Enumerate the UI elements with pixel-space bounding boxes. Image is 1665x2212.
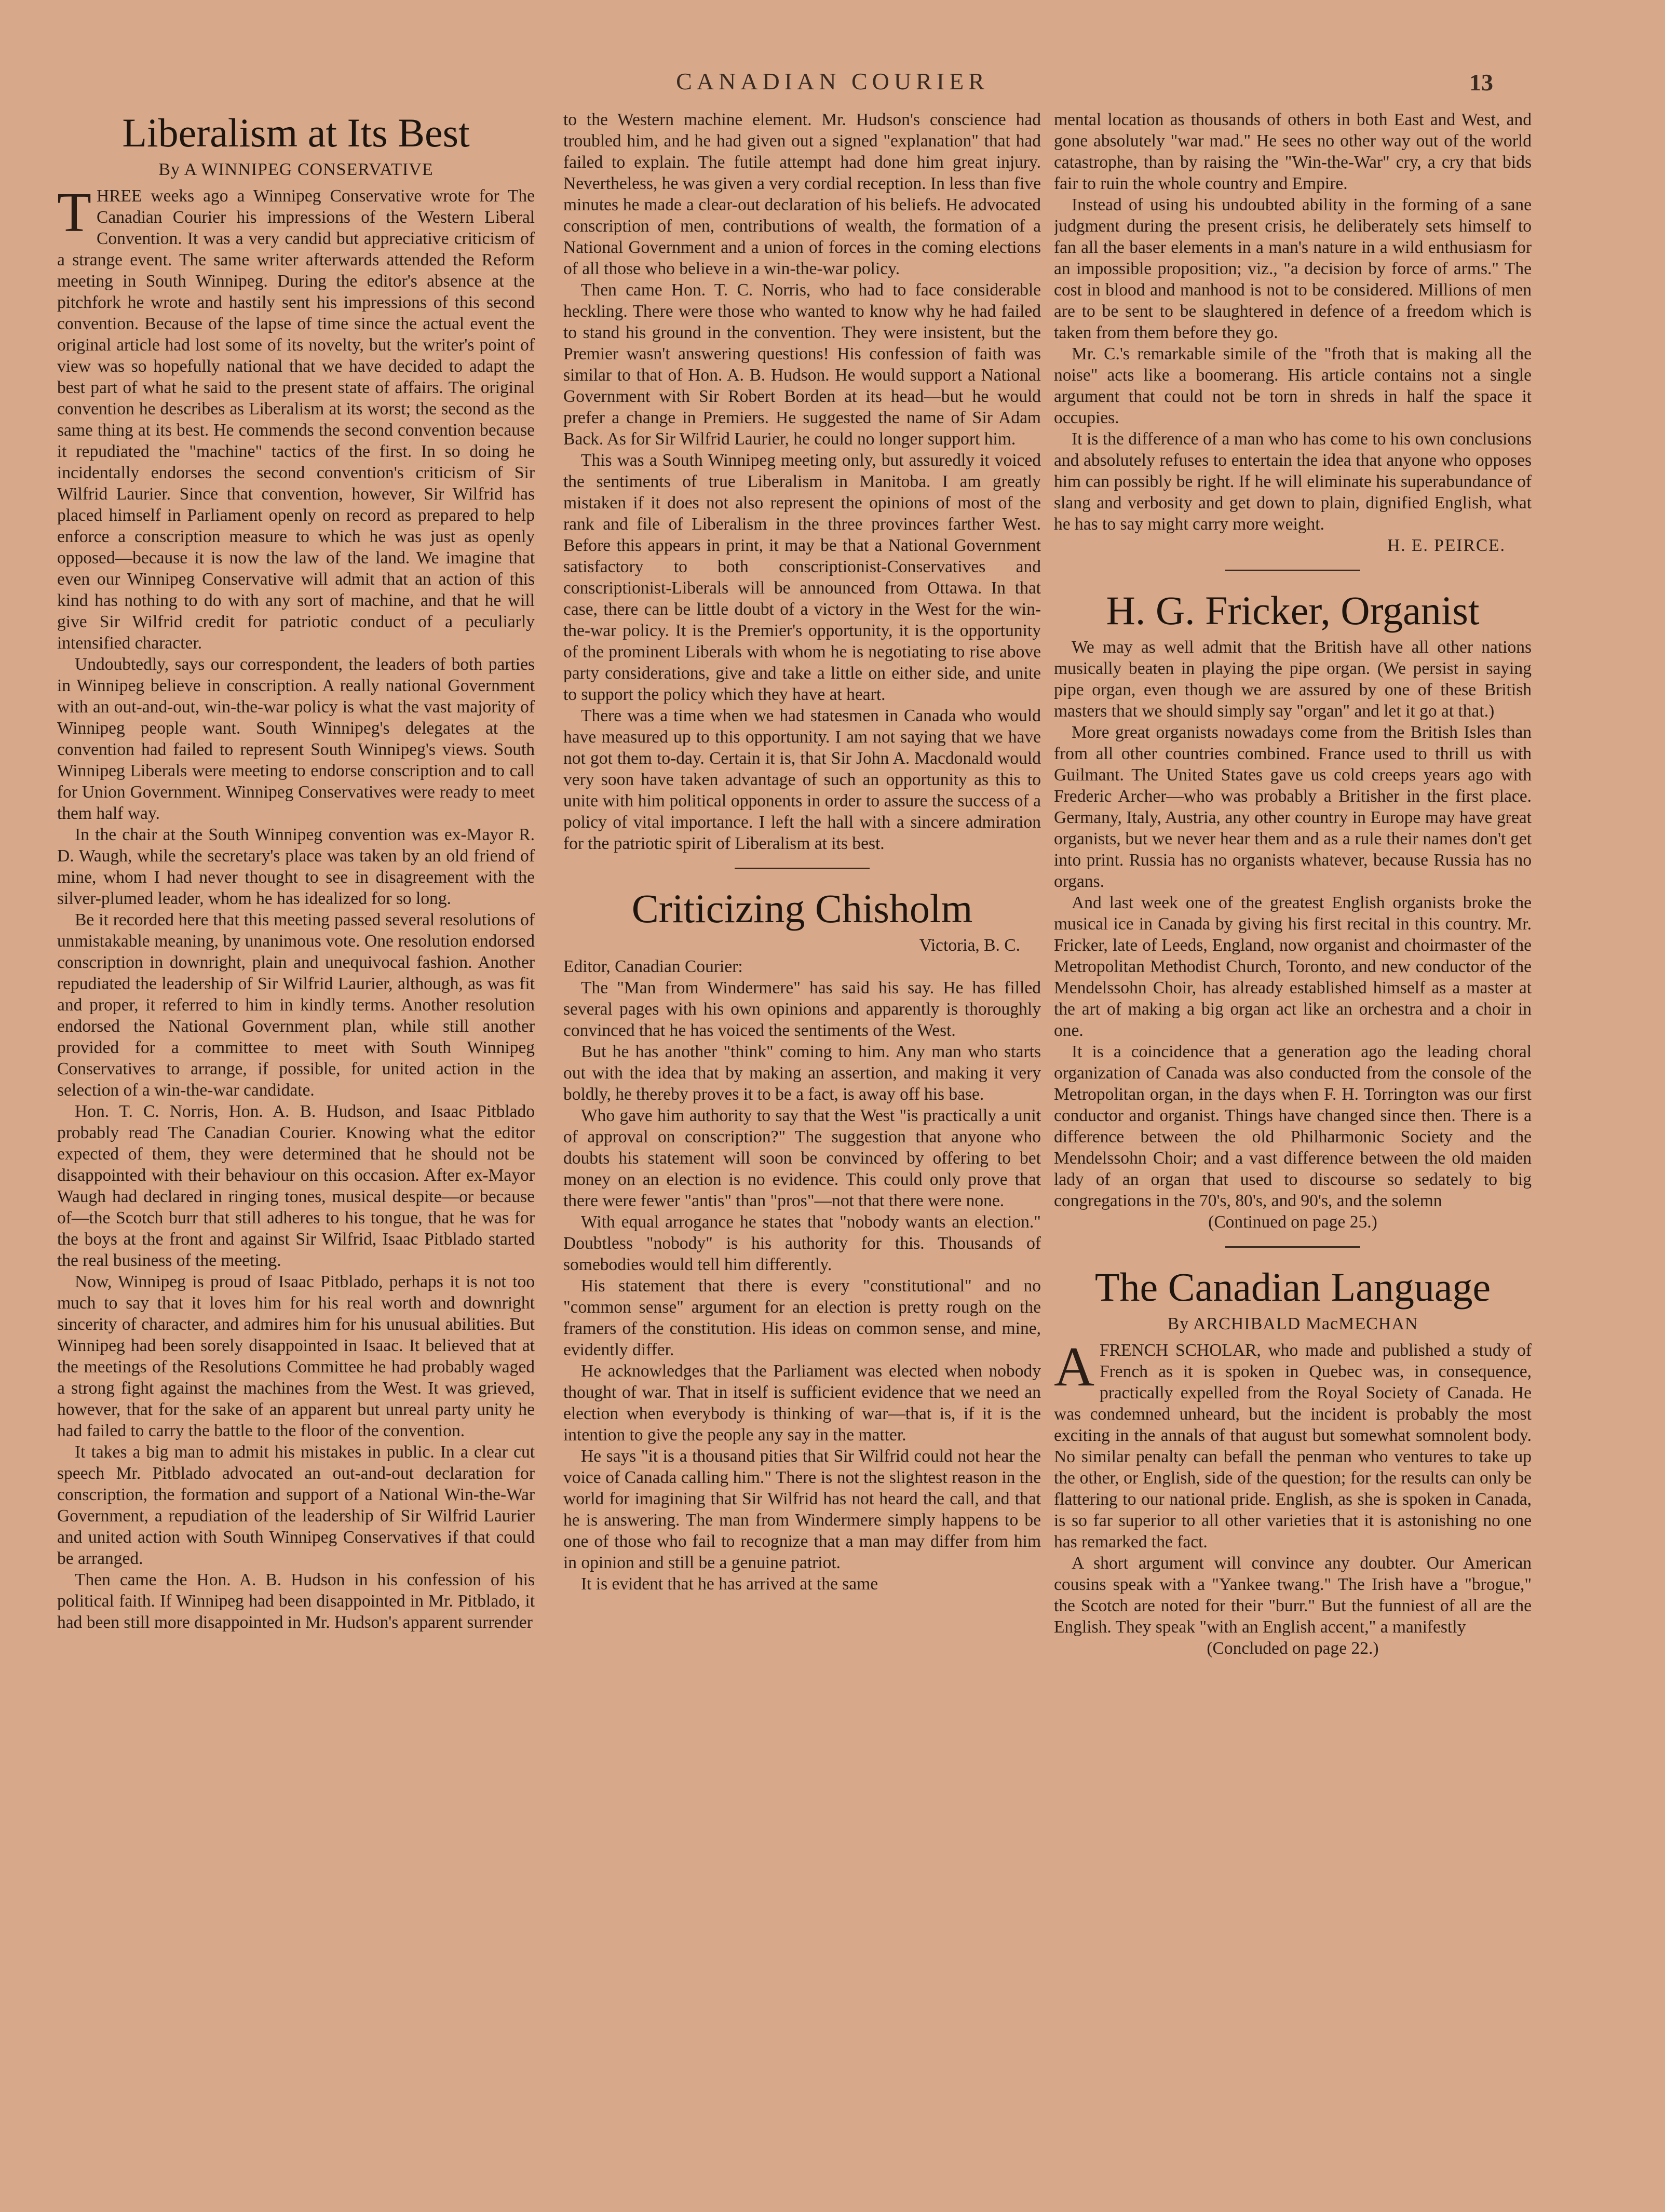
drop-cap: A <box>1054 1336 1094 1398</box>
article-paragraph: He acknowledges that the Parliament was elected when nobody thought of war. That in itself is sufficient evidence that we need an election when everybody is thinking of war—that is, if it is the intention to give the people any say in the matter. <box>563 1361 1041 1445</box>
article-title: Liberalism at Its Best <box>122 110 470 155</box>
article-paragraph: In the chair at the South Winnipeg convention was ex-Mayor R. D. Waugh, while the secretary's place was taken by an old friend of mine, whom I had never thought to see in disagreement with the silver-plumed leader, whom he has idealized for so long. <box>57 825 535 908</box>
column-1 <box>57 109 535 2176</box>
article-paragraph: And last week one of the greatest English organists broke the musical ice in Canada by giving his first recital in this country. Mr. Fricker, late of Leeds, England, now organist and choirmaster of the Metropolitan Methodist Church, Toronto, and new conductor of the Mendelssohn Choir, has already established himself as a master at the art of making a big organ act like an orchestra and a choir in one. <box>1054 893 1532 1040</box>
article-paragraph: Then came the Hon. A. B. Hudson in his confession of his political faith. If Winnipeg had been disappointed in Mr. Pitblado, it had been still more disappointed in Mr. Hudson's apparent surrender <box>57 1570 535 1632</box>
column-3 <box>1054 109 1532 2176</box>
article-paragraph: This was a South Winnipeg meeting only, but assuredly it voiced the sentiments of true Liberalism in Manitoba. I am greatly mistaken if it does not also represent the opinions of most of the rank and file of Liberalism in the three provinces farther West. Before this appears in print, it may be that a National Government satisfactory to both conscriptionist-Conservatives and conscriptionist-Liberals will be announced from Ottawa. In that case, there can be little doubt of a victory in the West for the win-the-war policy. It is the Premier's opportunity, it is the opportunity of the prominent Liberals with whom he is negotiating to rise above party considerations, give and take a little on either side, and unite to support the policy which they have at heart. <box>563 451 1041 704</box>
article-paragraph: Instead of using his undoubted ability in the forming of a sane judgment during the present crisis, he deliberately sets himself to fan all the baser elements in a man's nature in a wild enthusiasm for an impossible proposition; viz., "a decision by force of arms." The cost in blood and manhood is not to be considered. Millions of men are to be sent to be slaughtered in defence of a freedom which is taken from them before they go. <box>1054 195 1532 342</box>
article-paragraph: A short argument will convince any doubter. Our American cousins speak with a "Yankee twang." The Irish have a "brogue," the Scotch are noted for their "burr." But the funniest of all are the English. They speak "with an English accent," a manifestly <box>1054 1554 1532 1637</box>
article-paragraph: Now, Winnipeg is proud of Isaac Pitblado, perhaps it is not too much to say that it loves him for his real worth and downright sincerity of character, and admires him for his unusual abilities. But Winnipeg had been sorely disappointed in Isaac. It believed that at the meetings of the Resolutions Committee he had probably waged a strong fight against the machines from the West. It was grieved, however, that for the sake of an apparent but unreal party unity he had failed to carry the battle to the floor of the convention. <box>57 1272 535 1440</box>
page-number: 13 <box>1469 69 1493 96</box>
article-paragraph: He says "it is a thousand pities that Sir Wilfrid could not hear the voice of Canada calling him." There is not the slightest reason in the world for imagining that Sir Wilfrid has not heard the call, and that he is answering. The man from Windermere simply happens to be one of those who fail to recognize that a man may differ from him in opinion and still be a genuine patriot. <box>563 1447 1041 1572</box>
article-byline: By ARCHIBALD MacMECHAN <box>1167 1314 1418 1333</box>
article-paragraph: Undoubtedly, says our correspondent, the leaders of both parties in Winnipeg believe in conscription. A really national Government with an out-and-out, win-the-war policy is what the vast majority of Winnipeg people want. South Winnipeg's delegates at the convention had failed to represent South Winnipeg's views. South Winnipeg Liberals were meeting to endorse conscription and to call for Union Government. Winnipeg Conservatives were ready to meet them half way. <box>57 655 535 823</box>
article-paragraph: It is a coincidence that a generation ago the leading choral organization of Canada was also conducted from the console of the Metropolitan organ, in the days when F. H. Torrington was our first conductor and organist. Things have changed since then. There is a difference between the old Philharmonic Society and the Mendelssohn Choir; and a vast difference between the old maiden lady of an organ that used to discourse so sedately to big congregations in the 70's, 80's, and 90's, and the solemn <box>1054 1042 1532 1210</box>
article-title: H. G. Fricker, Organist <box>1106 588 1480 633</box>
section-divider <box>735 868 870 869</box>
article-paragraph: We may as well admit that the British have all other nations musically beaten in playing the pipe organ. (We persist in saying pipe organ, even though we are assured by one of these British masters that we should simply say "organ" and let it go at that.) <box>1054 638 1532 721</box>
letter-salutation: Editor, Canadian Courier: <box>563 957 743 976</box>
article-paragraph: Mr. C.'s remarkable simile of the "froth that is making all the noise" acts like a boomerang. His article contains not a single argument that could not be torn in shreds in half the space it occupies. <box>1054 344 1532 427</box>
column-2 <box>563 109 1041 2176</box>
drop-cap: T <box>57 182 91 244</box>
letter-signature: H. E. PEIRCE. <box>1387 536 1506 555</box>
article-paragraph: With equal arrogance he states that "nobody wants an election." Doubtless "nobody" is his authority for this. Thousands of somebodies would tell him differently. <box>563 1212 1041 1274</box>
letter-location: Victoria, B. C. <box>919 936 1020 955</box>
article-byline: By A WINNIPEG CONSERVATIVE <box>158 160 434 179</box>
concluded-note: (Concluded on page 22.) <box>1207 1639 1379 1658</box>
masthead: CANADIAN COURIER <box>676 68 989 95</box>
article-paragraph: It is evident that he has arrived at the same <box>581 1574 878 1594</box>
article-paragraph: Hon. T. C. Norris, Hon. A. B. Hudson, and Isaac Pitblado probably read The Canadian Courier. Knowing what the editor expected of them, they were determined that he should not be disappointed with their behaviour on this occasion. After ex-Mayor Waugh had declared in ringing tones, musical despite—or because of—the Scotch burr that still adheres to his tongue, that he was for the boys at the front and against Sir Wilfrid, Isaac Pitblado started the real business of the meeting. <box>57 1102 535 1270</box>
article-paragraph: It takes a big man to admit his mistakes in public. In a clear cut speech Mr. Pitblado advocated an out-and-out declaration for conscription, the formation and support of a National Win-the-War Government, a repudiation of the leadership of Sir Wilfrid Laurier and united action with South Winnipeg Conservatives if that could be arranged. <box>57 1442 535 1568</box>
article-title: Criticizing Chisholm <box>631 886 973 931</box>
article-paragraph: Who gave him authority to say that the West "is practically a unit of approval on conscription?" The suggestion that anyone who doubts his statement will soon be convinced by offering to bet money on an election is no evidence. This could only prove that there were fewer "antis" than "pros"—not that there were none. <box>563 1106 1041 1210</box>
article-paragraph: Then came Hon. T. C. Norris, who had to face considerable heckling. There were those who wanted to know why he had failed to stand his ground in the convention. They were insistent, but the Premier wasn't answering questions! His confession of faith was similar to that of Hon. A. B. Hudson. He would support a National Government with Sir Robert Borden at its head—but he would prefer a change in Premiers. He suggested the name of Sir Adam Back. As for Sir Wilfrid Laurier, he could no longer support him. <box>563 280 1041 449</box>
article-paragraph: It is the difference of a man who has come to his own conclusions and absolutely refuses to entertain the idea that anyone who opposes him can possibly be right. If he will eliminate his superabundance of slang and verbosity and get down to plain, dignified English, what he has to say might carry more weight. <box>1054 429 1532 534</box>
article-paragraph: THREE weeks ago a Winnipeg Conservative wrote for The Canadian Courier his impressions of the Western Liberal Convention. It was a very candid but appreciative criticism of a strange event. The same writer afterwards attended the Reform meeting in South Winnipeg. During the editor's absence at the pitchfork he wrote and hastily sent his impressions of this second convention. Because of the lapse of time since the actual event the original article had lost some of its novelty, but the writer's point of view was so hopefully national that we have decided to adapt the best part of what he said to the present state of affairs. The original convention he describes as Liberalism at its worst; the second as the same thing at its best. He commends the second convention because it repudiated the "machine" tactics of the first. In so doing he incidentally endorses the second convention's criticism of Sir Wilfrid Laurier. Since that convention, however, Sir Wilfrid has placed himself in Parliament openly on record as prepared to help enforce a conscription measure to which he was just as openly opposed—because it is now the law of the land. We imagine that even our Winnipeg Conservative will admit that an action of this kind has nothing to do with any sort of machine, and that he will give Sir Wilfrid credit for patriotic conduct of a peculiarly intensified character. <box>57 182 535 653</box>
continued-note: (Continued on page 25.) <box>1208 1212 1377 1232</box>
article-paragraph: The "Man from Windermere" has said his say. He has filled several pages with his own opinions and apparently is thoroughly convinced that he has voiced the sentiments of the West. <box>563 978 1041 1040</box>
article-paragraph: Be it recorded here that this meeting passed several resolutions of unmistakable meaning, by unanimous vote. One resolution endorsed conscription in downright, plain and unequivocal fashion. Another repudiated the leadership of Sir Wilfrid Laurier, although, as was fit and proper, it referred to him in kindly terms. Another resolution endorsed the National Government plan, while still another provided for a committee to meet with South Winnipeg Conservatives to arrange, if possible, for united action in the selection of a win-the-war candidate. <box>57 910 535 1100</box>
article-paragraph: mental location as thousands of others in both East and West, and gone absolutely "war mad." He sees no other way out of the world catastrophe, than by raising the "Win-the-War" cry, a cry that bids fair to ruin the whole country and Empire. <box>1054 110 1532 193</box>
article-paragraph: His statement that there is every "constitutional" and no "common sense" argument for an election is pretty rough on the framers of the constitution. His ideas on common sense, and mine, evidently differ. <box>563 1276 1041 1359</box>
article-paragraph: to the Western machine element. Mr. Hudson's conscience had troubled him, and he had given out a signed "explanation" that had failed to explain. The futile attempt had done him great injury. Nevertheless, he was given a very cordial reception. In less than five minutes he made a clear-out declaration of his beliefs. He advocated conscription of men, contributions of wealth, the formation of a National Government and a union of forces in the coming elections of all those who believe in a win-the-war policy. <box>563 110 1041 278</box>
article-paragraph: AFRENCH SCHOLAR, who made and published a study of French as it is spoken in Quebec was, in consequence, practically expelled from the Royal Society of Canada. He was condemned unheard, but the incident is probably the most exciting in the annals of that august but somewhat somnolent body. No similar penalty can befall the penman who ventures to take up the other, or English, side of the question; for the results can only be flattering to our national pride. English, as she is spoken in Canada, is so far superior to all other varieties that it is astonishing no one has remarked the fact. <box>1054 1336 1532 1552</box>
article-title: The Canadian Language <box>1094 1264 1491 1310</box>
section-divider <box>1225 570 1360 571</box>
article-paragraph: More great organists nowadays come from the British Isles than from all other countries combined. France used to thrill us with Guilmant. The United States gave us cold creeps years ago with Frederic Archer—who was probably a Britisher in the first place. Germany, Italy, Austria, any other country in Europe may have great organists, but we never hear them and as a rule their names don't get into print. Russia has no organists whatever, because Russia has no organs. <box>1054 723 1532 891</box>
section-divider <box>1225 1246 1360 1248</box>
article-paragraph: But he has another "think" coming to him. Any man who starts out with the idea that by making an assertion, and making it very boldly, he thereby proves it to be a fact, is away off his base. <box>563 1042 1041 1104</box>
article-paragraph: There was a time when we had statesmen in Canada who would have measured up to this opportunity. I am not saying that we have not got them to-day. Certain it is, that Sir John A. Macdonald would very soon have taken advantage of such an opportunity as this to unite with him political opponents in order to assure the success of a policy of vital importance. I left the hall with a sincere admiration for the patriotic spirit of Liberalism at its best. <box>563 706 1041 853</box>
